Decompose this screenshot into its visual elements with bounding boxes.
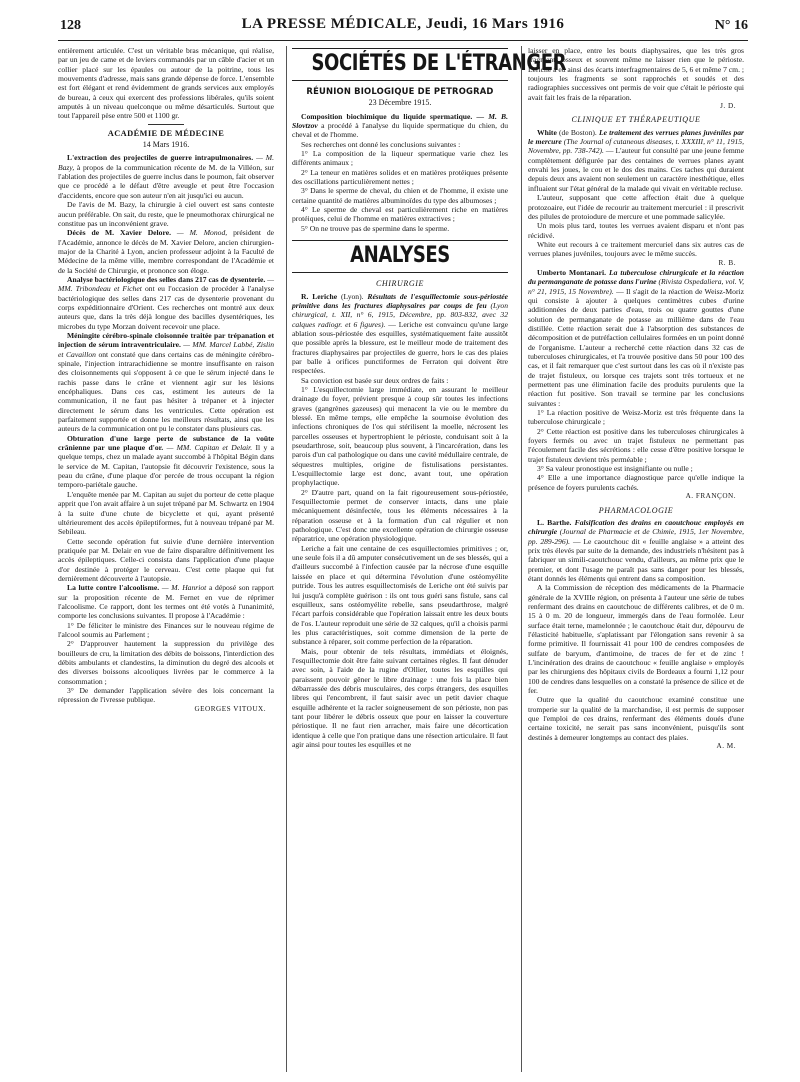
article-title: Composition biochimique du liquide spermatique. — [301, 111, 473, 121]
list-item: 3° De demander l'application sévère des lois concernant la répression de l'ivresse publique. — [58, 686, 274, 705]
article-title: Le traitement des verrues planes juvéniles par le mercure — [528, 127, 744, 147]
article-title: Résultats de l'esquillectomie sous-périostée primitive dans les fractures diaphysaires par coups de feu — [292, 291, 508, 310]
signature: J. D. — [720, 102, 736, 111]
article-author: — MM. Tribondeau et Fichet — [58, 274, 274, 294]
meeting-date: 23 Décembre 1915. — [368, 98, 432, 108]
article-text: — L'auteur fut consulté par une jeune femme complètement défigurée par des centaines de verrues planes ayant envahi les joues, le cou et le dos des mains. Ces taches qui duraient depuis deux ans avaient non seulement un caractère inesthétique, elles influaient sur l'état général de la malade qui vivait en véritable recluse. — [528, 146, 745, 193]
article — [58, 434, 274, 490]
article-text: ont eu l'occasion de procéder à l'analyse bactériologique des selles dans 217 cas de dysenterie provenant du corps expéditionnaire d'Orient. Ces recherches ont montré aux deux auteurs que, dans la très déjà longue des bacilles dysentériques, les microbes du type Morzan doivent recevoir une place. — [58, 284, 274, 331]
signature: GEORGES VITOUX. — [194, 704, 266, 713]
list-item: 1° De féliciter le ministre des Finances sur le nouveau régime de l'alcool soumis au Parlement ; — [58, 620, 274, 639]
article-author: R. Leriche — [301, 291, 338, 301]
rubric: CLINIQUE ET THÉRAPEUTIQUE — [571, 115, 701, 125]
society-name: RÉUNION BIOLOGIQUE DE PETROGRAD — [306, 86, 494, 96]
paragraph: Mais, pour obtenir de tels résultats, immédiats et éloignés, l'esquillectomie doit être faite suivant certaines règles. Il faut dénuder avec soin, à l'aide de la rugine d'Ollier, toutes les esquilles qui paraissent pouvoir gêner le libre drainage : une fois la place bien débarrassée des débris musculaires, des corps étrangers, des esquilles libres qui l'encombrent, il faut saisir avec un petit davier chaque esquille adhérente et la racler soigneusement de son périoste, non pas tant pour libérer le débris osseux que pour en laisser la couverture périostique. Il ne faut rien arracher, mais faire une décortication identique à celle que l'on pratique dans une résection articulaire. Il faut agir ainsi pour toutes les esquilles et ne — [292, 646, 508, 749]
author-place: (Lyon). — [340, 291, 364, 301]
article-title: Analyse bactériologique des selles dans 217 cas de dysenterie. — [67, 274, 266, 284]
header-rule — [58, 40, 748, 41]
article-title: Falsification des drains en caoutchouc employés en chirurgie — [528, 517, 744, 537]
article-text: — Leriche est convaincu qu'une large ablation sous-périostée des esquilles, systématiquement faite aussitôt que possible après la blessure, est le meilleur mode de traitement des fractures diaphysaires par projectiles de guerre, hors le cas des plaies par balle à orifices punctiformes de Ferraton qui doivent être respectées. — [292, 319, 508, 376]
article-text: — Le caoutchouc dit « feuille anglaise » a atteint des prix très élevés par suite de la demande, des industriels n'hésitent pas à fabriquer un simili-caoutchouc vendu, d'ailleurs, au même prix que le premier, et dont l'usage ne paraît pas sans danger pour les blessés, étant donnés les éléments qui entrent dans sa composition. — [528, 536, 744, 583]
column-separator — [521, 46, 522, 1072]
list-item: 2° La teneur en matières solides et en matières protéiques présente des oscillations particulièrement nettes ; — [292, 167, 508, 187]
article — [292, 112, 508, 140]
signature: R. B. — [718, 258, 736, 267]
article-title: La tuberculose chirurgicale et la réaction du permanganate de potasse dans l'urine — [528, 267, 744, 287]
list-item: 4° Elle a une importance diagnostique parce qu'elle indique la présence de foyers purulents cachés. — [528, 473, 744, 492]
list-item: 2° D'approuver hautement la suppression du privilège des bouilleurs de cru, la limitation des débits de boissons, l'interdiction des débits ambulants et clandestins, la diminution du degré des alcools et des diverses boissons alcooliques livrées par le commerce à la consommation ; — [58, 639, 274, 686]
article — [58, 583, 274, 620]
article-title: Décès de M. Xavier Delore. — [67, 228, 171, 238]
article — [528, 128, 744, 193]
article-author: White — [537, 127, 557, 137]
article-author: — M. Monod, — [176, 228, 228, 238]
article-author: L. Barthe. — [537, 517, 572, 527]
article — [292, 292, 508, 376]
article-author: — M. Hanriot — [161, 583, 207, 593]
journal-masthead: LA PRESSE MÉDICALE, Jeudi, 16 Mars 1916 — [241, 16, 565, 32]
section-banner — [292, 48, 567, 81]
article-text: Il y a quelque temps, chez un malade ayant succombé à l'hôpital Bégin dans le service de M. Capitan, l'autopsie fit découvrir l'existence, sous la peau du crâne, d'une plaque d'or percée de trous occupant la région temporo-pariétale gauche. — [58, 443, 274, 490]
article-title: L'extraction des projectiles de guerre intrapulmonaires. — [67, 153, 254, 163]
article — [58, 275, 274, 331]
section-title: ACADÉMIE DE MÉDECINE — [107, 128, 225, 138]
signature: A. FRANÇON. — [685, 492, 736, 501]
article-author: — M. Bazy, — [58, 153, 274, 172]
article-title: Obturation d'une large perte de substance de la voûte crânienne par une plaque d'or. — [58, 433, 274, 453]
list-item: 5° On ne trouve pas de spermine dans le sperme. — [301, 223, 450, 233]
article — [58, 153, 274, 200]
article-author: — M. B. Slovtzov — [292, 111, 508, 131]
column-3 — [528, 46, 744, 1074]
paragraph: Leriche a fait une centaine de ces esquillectomies primitives ; or, une seule fois il a dû amputer consécutivement un de ses blessés, qui a d'ailleurs succombé à l'infection causée par la nécrose d'une esquille laissée en place et qui détermina l'évolution d'une ostéomyélite putride. Tous les autres esquillectomisés de Leriche ont été suivis par lui jusqu'à complète guérison : ils ont tous guéri sans fistule, sans cal esquilleux, sans ostéomyélite rebelle, sans pseudarthrose, malgré l'écart parfois considérable que l'opération laissait entre les deux bouts de l'os. L'auteur reproduit une série de 32 calques, qu'il a choisis parmi les plus caractéristiques, soit comme dimension de la perte de substance à réparer, soit comme perfection de la réparation. — [292, 543, 508, 647]
list-item: 2° Cette réaction est positive dans les tuberculoses chirurgicales à foyers fermés ou avec un trajet fistuleux ne permettant pas l'écoulement facile des sécrétions : elle cesse d'être positive lorsque le trajet fistuleux devient très perméable ; — [528, 426, 744, 464]
article — [528, 518, 744, 583]
paragraph: White eut recours à ce traitement mercuriel dans six autres cas de verrues planes juvéniles, toujours avec le même succès. — [528, 239, 744, 259]
paragraph: laisser en place, entre les bouts diaphysaires, que les très gros fragments osseux et souvent même ne laisser rien que le périoste. Leriche a eu ainsi des écarts interfragmentaires de 5, 6 et même 7 cm. ; toujours les fragments se sont rapprochés et soudés et des radiographies successives ont permis de voir que c'était le périoste qui avait fait les frais de la réparation. — [528, 46, 744, 102]
paragraph: entièrement articulée. C'est un véritable bras mécanique, qui réalise, par un jeu de came et de leviers commandés par un câble d'acier et un collier placé sur les épaules ou autour de la poitrine, tous les mouvements d'adresse, mais sans grande dépense de force. L'ensemble est fort élégant et rend évidemment de grands services aux employés de bureau, à ceux qui exercent des professions libérales, qu'ils soient amputés à un niveau quelconque ou même désarticulés. Surtout que tout l'appareil pèse entre 500 et 1100 gr. — [58, 46, 274, 121]
article-reference: (Rivista Ospedaliera, vol. V, n° 21, 1915, 15 Novembre). — [528, 277, 744, 296]
paragraph: 1° L'esquillectomie large immédiate, en assurant le meilleur drainage du foyer, prévient presque à coup sûr toutes les infections graves (gangrènes gazeuses) qui menacent la vie ou le membre du blessé. En même temps, elle empêche la sournoise évolution des infections chroniques de l'os qui stérilisent la moelle, nécrosent les parcelles osseuses et hypertrophient le périoste, conduisant soit à la pseudarthrose, soit, beaucoup plus souvent, à l'incarcération, dans les parois d'un cal pathologique ou dans une cavité médullaire centrale, de séquestres multiples, origine de fistulisations persistantes. L'esquillectomie large est donc, avant tout, une opération prophylactique. — [292, 384, 508, 488]
section-date: 14 Mars 1916. — [142, 140, 190, 150]
paragraph: 2° D'autre part, quand on la fait rigoureusement sous-périostée, l'esquillectomie permet de conserver intacts, dans une plaie mécaniquement désinfectée, tous les éléments nécessaires à la réparation osseuse et à la formation d'un cal régulier et non pathologique. C'est donc une excellente opération de chirurgie osseuse réparatrice, une opération physiologique. — [292, 487, 508, 544]
article — [528, 268, 744, 408]
article-title: Méningite cérébro-spinale cloisonnée traitée par trépanation et injection de sérum intraventriculaire. — [58, 330, 274, 350]
signature: A. M. — [716, 742, 736, 751]
page-number: 128 — [60, 18, 81, 33]
article-title: La lutte contre l'alcoolisme. — [67, 583, 160, 593]
article-reference: (The Journal of cutaneous diseases, t. XXXIII, n° 11, 1915, Novembre, pp. 738-742). — [528, 137, 745, 156]
article-text: a procédé à l'analyse du liquide spermatique du chien, du cheval et de l'homme. — [292, 121, 508, 140]
paragraph: Ses recherches ont donné les conclusions suivantes : — [301, 139, 461, 149]
article-text: — Il s'agit de la réaction de Weisz-Moriz qui consiste à ajouter à quelques centimètres cubes d'urine additionnées de deux parties d'eau, trois ou quatre gouttes d'une solution de permanganate de potasse au millième dans de l'eau distillée. Cette réaction serait due à l'absorption des substances de décomposition et de putréfaction cellulaires formées en un point donné de l'organisme. L'auteur a recherché cette réaction dans 32 cas de tuberculoses chirurgicales, et l'a trouvée positive dans 50 pour 100 des cas, et il fait remarquer que c'est surtout dans les cas où il n'existe pas de trajet fistuleux, ou lorsque ces trajets sont très tortueux et ne permettent pas une élimination facile des produits purulents que la réaction fut positive. Son travail se termine par les conclusions suivantes : — [528, 286, 744, 408]
list-item: 1° La réaction positive de Weisz-Moriz est très fréquente dans la tuberculose chirurgicale ; — [528, 408, 744, 427]
paragraph: Sa conviction est basée sur deux ordres de faits : — [301, 375, 449, 385]
issue-number: N° 16 — [714, 18, 748, 33]
list-item: 4° Le sperme de cheval est particulièrement riche en matières protéiques, celui de l'homme en matières extractives ; — [292, 205, 508, 224]
paragraph: Cette seconde opération fut suivie d'une dernière intervention pratiquée par M. Delair en vue de faire disparaître définitivement les accès épileptiques. Celle-ci consista dans l'application d'une plaque d'or destinée à protéger le cerveau. C'est cette plaque qui fut dernièrement découverte à l'autopsie. — [58, 536, 274, 583]
article-text: ont constaté que dans certains cas de méningite cérébro-spinale, l'injection intrarachidienne se montre insuffisante en raison des cloisonnements qui s'opposent à ce que le sérum injecté dans le rachis passe dans le crâne et viennent agir sur les lésions encéphaliques. Dans ces cas, estiment les auteurs de la communication, il ne faut pas hésiter à trépaner et à injecter directement le sérum dans les ventricules. Cette opération est parfaitement supportée et donne les meilleurs résultats, ainsi que les auteurs de la communication ont pu le constater dans plusieurs cas. — [58, 349, 274, 434]
article — [58, 331, 274, 434]
column-separator — [286, 46, 287, 1072]
article-reference: (Lyon chirurgical, t. XII, n° 6, 1915, Décembre, pp. 803-832, avec 32 calques radiogr. et 6 figures). — [292, 300, 508, 329]
section-heading-analyses: ANALYSES — [350, 243, 450, 269]
list-item: 3° Sa valeur pronostique est insignifiante ou nulle ; — [537, 464, 693, 474]
article-text: à propos de la communication récente de M. de la Villéon, sur l'ablation des projectiles de guerre inclus dans le poumon, fait observer que ce procédé a le défaut d'être aveugle et peut être l'occasion d'accidents, encore que son auteur n'en ait jusqu'ici eu aucun. — [58, 162, 274, 200]
rubric: CHIRURGIE — [375, 279, 425, 289]
paragraph: De l'avis de M. Bazy, la chirurgie à ciel ouvert est sans conteste aucun préférable. On sait, du reste, que le pneumothorax chirurgical ne constitue pas un inconvénient grave. — [58, 200, 274, 228]
article-text: a déposé son rapport sur la proposition récente de M. Fernet en vue de réprimer l'alcoolisme. Ce rapport, dont les termes ont été votés à l'unanimité, comporte les conclusions suivantes. Il propose à l'Académie : — [58, 583, 274, 621]
column-1 — [58, 46, 274, 1074]
paragraph: L'auteur, supposant que cette affection était due à quelque protozoaire, eut l'idée de recourir au traitement mercuriel : il prescrivit des pilules de protoiodure de mercure et une pommade salicylée. — [528, 193, 744, 221]
article-author: — MM. Marcel Labbé, Zislin et Cavaillon — [58, 340, 274, 359]
divider — [148, 124, 184, 125]
list-item: 3° Dans le sperme de cheval, du chien et de l'homme, il existe une certaine quantité de matières albuminoïdes du type des albumoses ; — [292, 186, 508, 205]
article-reference: (Journal de Pharmacie et de Chimie, 1915, 1er Novembre, pp. 289-296). — [528, 527, 744, 546]
article — [58, 228, 274, 275]
paragraph: A la Commission de réception des médicaments de la Pharmacie générale de la XVIIIe région, on présenta à l'auteur une série de tubes renfermant des drains en caoutchouc de différents calibres, et de 0 m. 15 à 0 m. 20 de longueur, immergés dans de l'eau formolée. Leur surface était terne, mamelonnée ; le caoutchouc était dur, dépourvu de l'élasticité habituelle, s'aplatissant par l'élongation sans revenir à sa forme primitive. Il fournissait 41 pour 100 de cendres composées de sulfate de baryum, d'antimoine, de traces de fer et de zinc ! L'incinération des drains de caoutchouc « feuille anglaise » employés par les chirurgiens des hôpitaux civils de Bordeaux a fourni 1,12 pour 100 de cendres dans lesquelles on a constaté la présence de silice et de fer. — [528, 583, 744, 696]
page-header — [58, 14, 748, 38]
section-banner — [292, 240, 508, 273]
paragraph: Outre que la qualité du caoutchouc examiné constitue une tromperie sur la qualité de la marchandise, il est permis de supposer que l'emploi de ces drains, renfermant des éléments doués d'une certaine toxicité, ne serait pas sans inconvénient, puisqu'ils sont destinés à demeurer longtemps au contact des plaies. — [528, 695, 744, 742]
article-author: — MM. Capitan et Delair. — [166, 443, 253, 453]
article-author: Umberto Montanari. — [537, 267, 606, 277]
rubric: PHARMACOLOGIE — [598, 505, 674, 515]
list-item: 1° La composition de la liqueur spermatique varie chez les différents animaux ; — [292, 149, 508, 168]
author-place: (de Boston). — [559, 127, 597, 137]
paragraph: L'enquête menée par M. Capitan au sujet du porteur de cette plaque apprit que l'on avait affaire à un sujet trépané par M. Schwartz en 1904 à la suite d'une chute de bicyclette et qui, ayant présenté ultérieurement des accès épileptiformes, fut à nouveau trépané par M. Sebileau. — [58, 489, 274, 537]
section-heading-foreign-societies: SOCIÉTÉS DE L'ÉTRANGER — [311, 51, 567, 76]
paragraph: Un mois plus tard, toutes les verrues avaient disparu et n'ont pas récidivé. — [528, 221, 744, 240]
article-text: président de l'Académie, annonce le décès de M. Xavier Delore, ancien chirurgien-major de la Charité à Lyon, ancien professeur adjoint à la Faculté de Médecine de la même ville, membre correspondant de l'Académie et de la Société de Chirurgie, et prononce son éloge. — [58, 228, 275, 275]
